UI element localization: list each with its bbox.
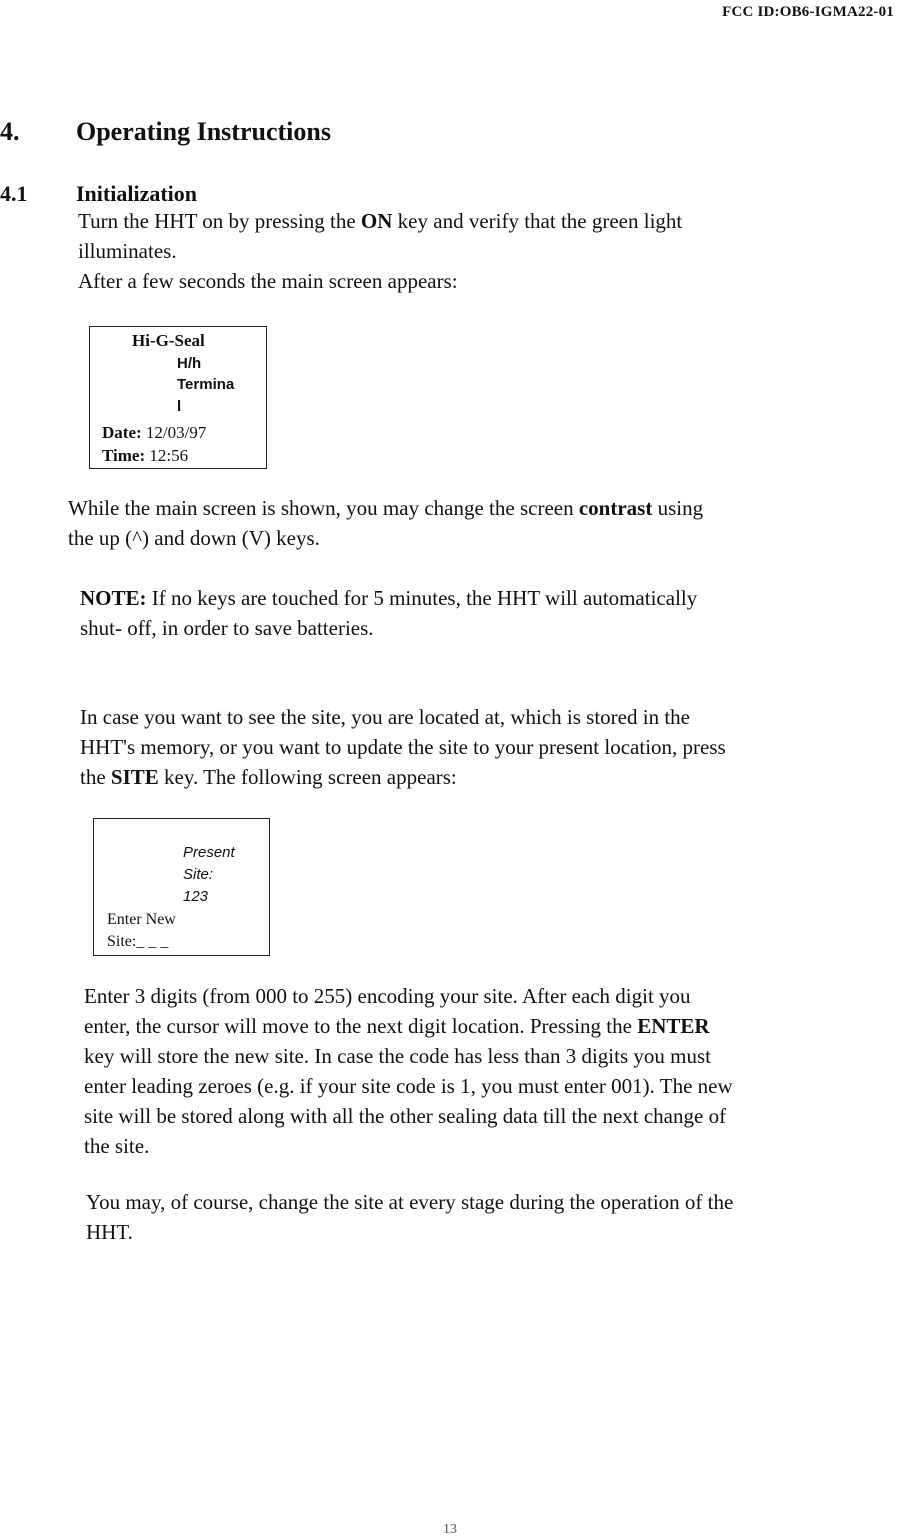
site-screen-site-value: 123	[183, 888, 209, 905]
enter-line-3: key will store the new site. In case the code has less than 3 digits you must	[84, 1044, 711, 1068]
main-screen-display	[89, 326, 267, 469]
contrast-line-2: the up (^) and down (V) keys.	[68, 526, 320, 550]
closing-paragraph	[86, 1187, 733, 1247]
note-line-1: NOTE: If no keys are touched for 5 minutes, the HHT will automatically	[80, 586, 698, 610]
enter-line-6: the site.	[84, 1134, 150, 1158]
enter-line-5: site will be stored along with all the other sealing data till the next change of	[84, 1104, 727, 1128]
enter-digits-paragraph	[84, 981, 733, 1161]
note-label: NOTE:	[80, 586, 147, 610]
site-intro-paragraph	[80, 702, 726, 792]
contrast-line-1: While the main screen is shown, you may change the screen contrast using	[68, 496, 704, 520]
closing-line-2: HHT.	[86, 1220, 133, 1244]
subsection-title: Initialization	[76, 181, 198, 206]
site-screen-entry: Site:_ _ _	[107, 933, 169, 950]
intro-line-2: illuminates.	[78, 239, 177, 263]
section-title: Operating Instructions	[76, 117, 331, 146]
site-screen-site-label: Site:	[183, 866, 214, 883]
closing-line-1: You may, of course, change the site at every stage during the operation of the	[86, 1190, 734, 1214]
site-key: SITE	[110, 765, 159, 789]
contrast-keyword: contrast	[578, 496, 653, 520]
intro-line-1: Turn the HHT on by pressing the ON key and verify that the green light	[78, 209, 683, 233]
enter-key: ENTER	[637, 1014, 710, 1038]
screen-title: Hi-G-Seal	[132, 331, 205, 350]
enter-line-2: enter, the cursor will move to the next digit location. Pressing the ENTER	[84, 1014, 710, 1038]
screen-date: Date: 12/03/97	[102, 423, 207, 442]
fcc-id-header: FCC ID:OB6-IGMA22-01	[722, 4, 894, 20]
enter-line-4: enter leading zeroes (e.g. if your site code is 1, you must enter 001). The new	[84, 1074, 733, 1098]
note-line-2: shut- off, in order to save batteries.	[80, 616, 374, 640]
on-key: ON	[360, 209, 393, 233]
site-intro-line-2: HHT's memory, or you want to update the site to your present location, press	[80, 735, 726, 759]
site-screen-present: Present	[183, 844, 235, 861]
screen-line-l: l	[177, 398, 182, 415]
screen-time: Time: 12:56	[102, 446, 189, 465]
site-intro-line-3: the SITE key. The following screen appears:	[80, 765, 457, 789]
contrast-paragraph	[68, 493, 703, 553]
screen-line-termina: Termina	[177, 376, 235, 393]
site-screen-enter-new: Enter New	[107, 911, 176, 928]
intro-line-3: After a few seconds the main screen appears:	[78, 269, 458, 293]
enter-line-1: Enter 3 digits (from 000 to 255) encoding your site. After each digit you	[84, 984, 691, 1008]
note-paragraph	[80, 583, 697, 643]
page-number: 13	[443, 1522, 457, 1537]
screen-line-hh: H/h	[177, 355, 202, 372]
site-intro-line-1: In case you want to see the site, you are located at, which is stored in the	[80, 705, 690, 729]
section-number: 4.	[0, 117, 20, 146]
subsection-number: 4.1	[0, 181, 28, 206]
site-screen-display	[93, 818, 270, 956]
intro-paragraph	[78, 206, 682, 296]
